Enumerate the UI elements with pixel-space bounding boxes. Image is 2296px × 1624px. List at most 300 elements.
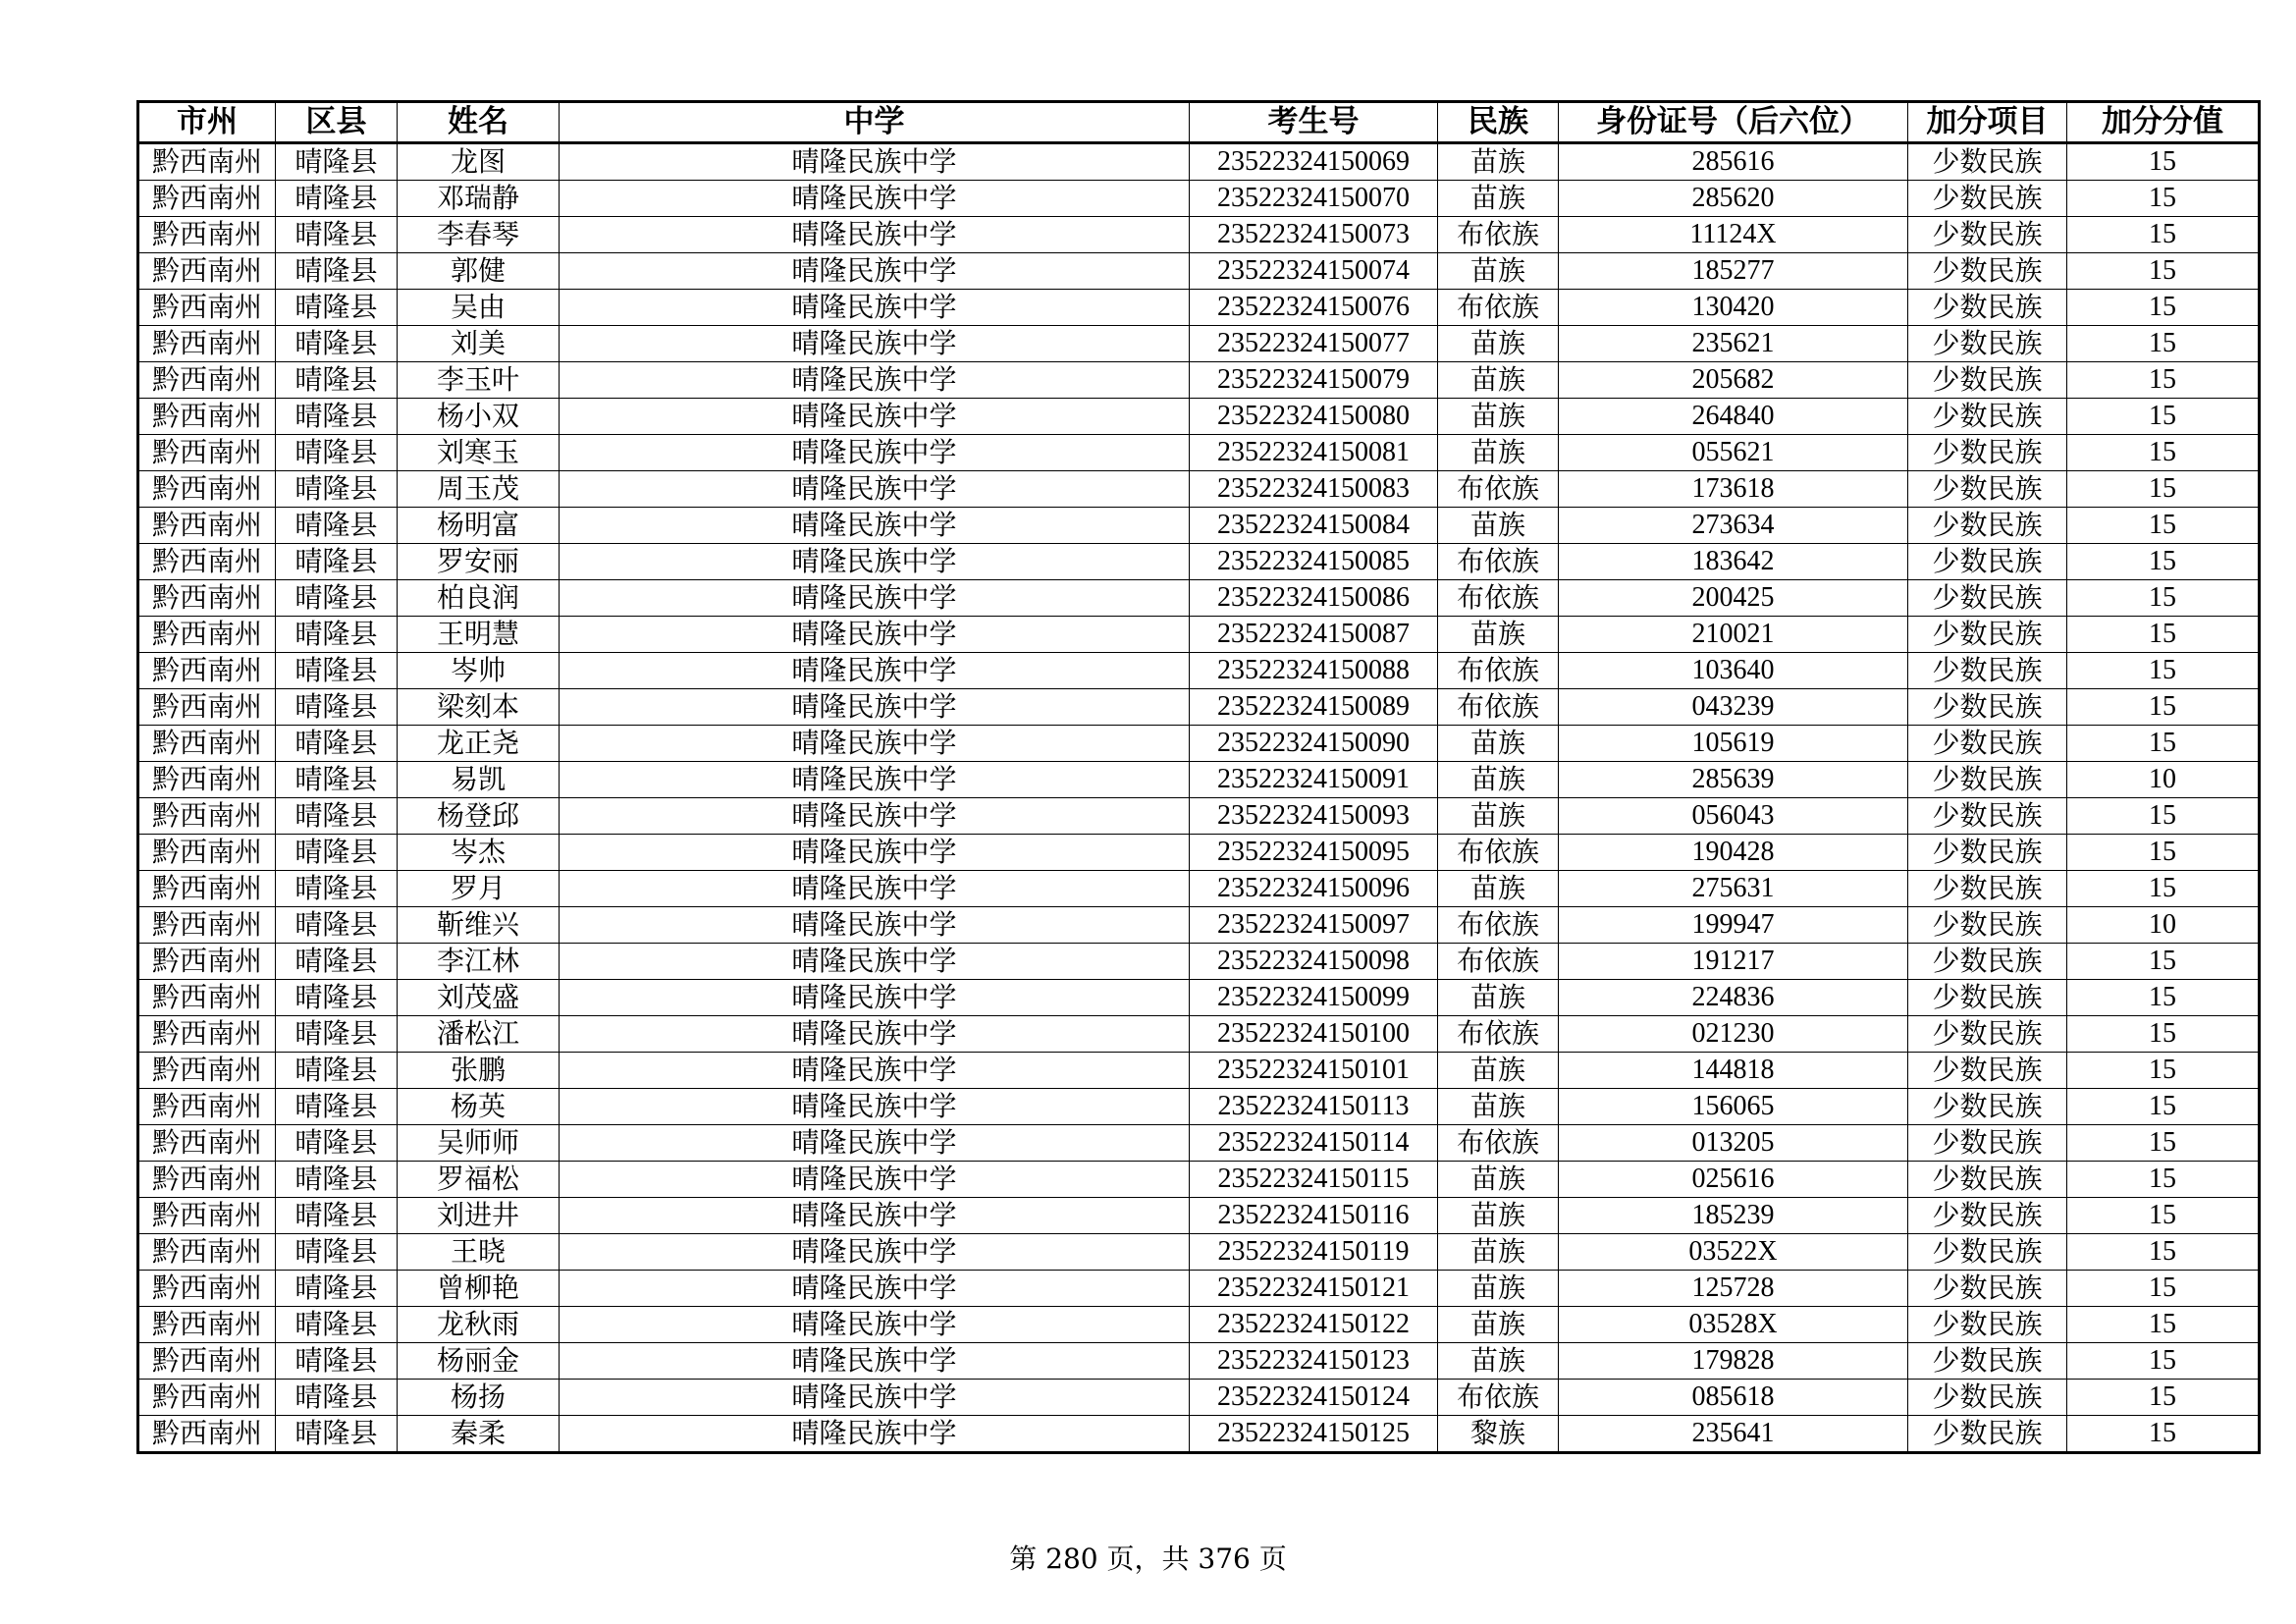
page-footer: 第 280 页，共 376 页 [1009,1543,1287,1575]
exam-number-cell: 23522324150079 [1190,362,1438,399]
bonus-points-cell: 15 [2067,653,2260,689]
ethnicity-cell: 苗族 [1438,326,1559,362]
county-cell: 晴隆县 [276,1198,398,1234]
table-row [138,580,2260,617]
bonus-item-cell: 少数民族 [1908,944,2067,980]
name-header: 姓名 [398,102,560,143]
bonus-item-header: 加分项目 [1908,102,2067,143]
county-cell: 晴隆县 [276,762,398,798]
bonus-points-cell: 15 [2067,726,2260,762]
student-name-cell: 周玉茂 [398,471,560,508]
student-name-cell: 曾柳艳 [398,1271,560,1307]
table-row [138,617,2260,653]
bonus-points-header: 加分分值 [2067,102,2260,143]
county-cell: 晴隆县 [276,653,398,689]
county-header: 区县 [276,102,398,143]
student-name-cell: 王晓 [398,1234,560,1271]
bonus-points-cell: 15 [2067,944,2260,980]
bonus-item-cell: 少数民族 [1908,762,2067,798]
bonus-item-cell: 少数民族 [1908,1198,2067,1234]
table-row [138,726,2260,762]
ethnicity-cell: 苗族 [1438,1307,1559,1343]
bonus-points-cell: 15 [2067,326,2260,362]
school-cell: 晴隆民族中学 [560,907,1190,944]
school-cell: 晴隆民族中学 [560,1343,1190,1380]
exam-number-cell: 23522324150114 [1190,1125,1438,1162]
id-suffix-cell: 021230 [1559,1016,1908,1053]
county-cell: 晴隆县 [276,1234,398,1271]
county-cell: 晴隆县 [276,362,398,399]
city-cell: 黔西南州 [138,326,276,362]
county-cell: 晴隆县 [276,1343,398,1380]
city-cell: 黔西南州 [138,1162,276,1198]
table-row [138,1343,2260,1380]
id-suffix-cell: 085618 [1559,1380,1908,1416]
county-cell: 晴隆县 [276,1271,398,1307]
bonus-item-cell: 少数民族 [1908,471,2067,508]
bonus-points-cell: 15 [2067,1162,2260,1198]
student-name-cell: 梁刻本 [398,689,560,726]
exam-number-cell: 23522324150099 [1190,980,1438,1016]
student-name-cell: 杨登邱 [398,798,560,835]
id-suffix-cell: 043239 [1559,689,1908,726]
school-cell: 晴隆民族中学 [560,435,1190,471]
id-suffix-cell: 055621 [1559,435,1908,471]
city-cell: 黔西南州 [138,399,276,435]
exam-number-cell: 23522324150125 [1190,1416,1438,1453]
school-cell: 晴隆民族中学 [560,617,1190,653]
id-suffix-cell: 03522X [1559,1234,1908,1271]
ethnicity-cell: 苗族 [1438,362,1559,399]
bonus-item-cell: 少数民族 [1908,980,2067,1016]
student-name-cell: 刘茂盛 [398,980,560,1016]
bonus-points-cell: 15 [2067,1016,2260,1053]
bonus-item-cell: 少数民族 [1908,871,2067,907]
bonus-item-cell: 少数民族 [1908,726,2067,762]
bonus-item-cell: 少数民族 [1908,290,2067,326]
county-cell: 晴隆县 [276,1416,398,1453]
student-name-cell: 李江林 [398,944,560,980]
bonus-item-cell: 少数民族 [1908,1416,2067,1453]
county-cell: 晴隆县 [276,1053,398,1089]
city-cell: 黔西南州 [138,1416,276,1453]
county-cell: 晴隆县 [276,907,398,944]
student-name-cell: 郭健 [398,253,560,290]
bonus-points-cell: 15 [2067,1198,2260,1234]
bonus-item-cell: 少数民族 [1908,689,2067,726]
school-cell: 晴隆民族中学 [560,143,1190,181]
bonus-points-cell: 15 [2067,1089,2260,1125]
table-row [138,471,2260,508]
city-cell: 黔西南州 [138,544,276,580]
county-cell: 晴隆县 [276,471,398,508]
bonus-points-cell: 15 [2067,835,2260,871]
student-name-cell: 张鹏 [398,1053,560,1089]
table-row [138,1271,2260,1307]
bonus-points-cell: 10 [2067,762,2260,798]
county-cell: 晴隆县 [276,980,398,1016]
school-cell: 晴隆民族中学 [560,290,1190,326]
ethnicity-cell: 苗族 [1438,181,1559,217]
city-cell: 黔西南州 [138,1089,276,1125]
table-row [138,1162,2260,1198]
county-cell: 晴隆县 [276,871,398,907]
city-cell: 黔西南州 [138,143,276,181]
exam-number-cell: 23522324150073 [1190,217,1438,253]
table-row [138,290,2260,326]
student-name-cell: 杨明富 [398,508,560,544]
school-header: 中学 [560,102,1190,143]
school-cell: 晴隆民族中学 [560,471,1190,508]
id-suffix-cell: 210021 [1559,617,1908,653]
school-cell: 晴隆民族中学 [560,980,1190,1016]
county-cell: 晴隆县 [276,617,398,653]
county-cell: 晴隆县 [276,399,398,435]
ethnicity-cell: 苗族 [1438,798,1559,835]
bonus-points-table [136,100,2261,1454]
exam-number-cell: 23522324150089 [1190,689,1438,726]
exam-number-cell: 23522324150097 [1190,907,1438,944]
school-cell: 晴隆民族中学 [560,1380,1190,1416]
bonus-points-cell: 15 [2067,871,2260,907]
id-suffix-cell: 205682 [1559,362,1908,399]
county-cell: 晴隆县 [276,544,398,580]
student-name-cell: 靳维兴 [398,907,560,944]
student-name-cell: 柏良润 [398,580,560,617]
exam-number-cell: 23522324150115 [1190,1162,1438,1198]
id-suffix-cell: 191217 [1559,944,1908,980]
ethnicity-cell: 布依族 [1438,580,1559,617]
city-cell: 黔西南州 [138,798,276,835]
ethnicity-cell: 布依族 [1438,290,1559,326]
id-suffix-cell: 013205 [1559,1125,1908,1162]
bonus-item-cell: 少数民族 [1908,508,2067,544]
exam-number-cell: 23522324150122 [1190,1307,1438,1343]
city-cell: 黔西南州 [138,508,276,544]
bonus-item-cell: 少数民族 [1908,835,2067,871]
student-name-cell: 罗福松 [398,1162,560,1198]
city-cell: 黔西南州 [138,1053,276,1089]
table-row [138,1380,2260,1416]
school-cell: 晴隆民族中学 [560,362,1190,399]
table-row [138,181,2260,217]
city-cell: 黔西南州 [138,617,276,653]
bonus-points-cell: 15 [2067,1234,2260,1271]
ethnicity-cell: 苗族 [1438,1198,1559,1234]
ethnicity-cell: 布依族 [1438,689,1559,726]
bonus-points-cell: 15 [2067,544,2260,580]
table-row [138,944,2260,980]
ethnicity-cell: 苗族 [1438,871,1559,907]
student-name-cell: 龙图 [398,143,560,181]
county-cell: 晴隆县 [276,580,398,617]
city-cell: 黔西南州 [138,1307,276,1343]
ethnicity-cell: 苗族 [1438,1089,1559,1125]
bonus-item-cell: 少数民族 [1908,653,2067,689]
city-cell: 黔西南州 [138,1380,276,1416]
bonus-points-cell: 15 [2067,1380,2260,1416]
ethnicity-cell: 苗族 [1438,1271,1559,1307]
table-row [138,1089,2260,1125]
exam-number-cell: 23522324150083 [1190,471,1438,508]
bonus-points-cell: 15 [2067,1416,2260,1453]
school-cell: 晴隆民族中学 [560,580,1190,617]
city-cell: 黔西南州 [138,181,276,217]
county-cell: 晴隆县 [276,798,398,835]
school-cell: 晴隆民族中学 [560,1234,1190,1271]
exam-number-cell: 23522324150077 [1190,326,1438,362]
bonus-item-cell: 少数民族 [1908,1089,2067,1125]
table-row [138,435,2260,471]
table-row [138,544,2260,580]
ethnicity-cell: 布依族 [1438,1016,1559,1053]
table-row [138,326,2260,362]
school-cell: 晴隆民族中学 [560,1125,1190,1162]
table-row [138,1234,2260,1271]
school-cell: 晴隆民族中学 [560,1416,1190,1453]
ethnicity-cell: 苗族 [1438,253,1559,290]
table-row [138,362,2260,399]
id-suffix-cell: 156065 [1559,1089,1908,1125]
id-suffix-cell: 185277 [1559,253,1908,290]
student-name-cell: 吴由 [398,290,560,326]
student-name-cell: 李春琴 [398,217,560,253]
bonus-points-cell: 15 [2067,1343,2260,1380]
id-suffix-cell: 199947 [1559,907,1908,944]
city-cell: 黔西南州 [138,980,276,1016]
bonus-item-cell: 少数民族 [1908,798,2067,835]
ethnicity-cell: 苗族 [1438,1343,1559,1380]
bonus-item-cell: 少数民族 [1908,399,2067,435]
id-suffix-cell: 273634 [1559,508,1908,544]
school-cell: 晴隆民族中学 [560,1053,1190,1089]
exam-number-cell: 23522324150069 [1190,143,1438,181]
school-cell: 晴隆民族中学 [560,508,1190,544]
ethnicity-cell: 布依族 [1438,471,1559,508]
bonus-points-cell: 15 [2067,689,2260,726]
table-row [138,217,2260,253]
student-name-cell: 刘进井 [398,1198,560,1234]
bonus-points-cell: 10 [2067,907,2260,944]
table-row [138,689,2260,726]
county-cell: 晴隆县 [276,143,398,181]
exam-number-cell: 23522324150070 [1190,181,1438,217]
student-name-cell: 王明慧 [398,617,560,653]
table-row [138,835,2260,871]
ethnicity-cell: 苗族 [1438,726,1559,762]
student-name-cell: 杨英 [398,1089,560,1125]
exam-number-cell: 23522324150100 [1190,1016,1438,1053]
bonus-item-cell: 少数民族 [1908,1053,2067,1089]
city-cell: 黔西南州 [138,1125,276,1162]
student-name-cell: 龙正尧 [398,726,560,762]
id-suffix-cell: 185239 [1559,1198,1908,1234]
school-cell: 晴隆民族中学 [560,944,1190,980]
bonus-item-cell: 少数民族 [1908,435,2067,471]
student-name-cell: 刘美 [398,326,560,362]
city-cell: 黔西南州 [138,1343,276,1380]
school-cell: 晴隆民族中学 [560,726,1190,762]
school-cell: 晴隆民族中学 [560,399,1190,435]
exam-number-cell: 23522324150116 [1190,1198,1438,1234]
bonus-item-cell: 少数民族 [1908,907,2067,944]
bonus-item-cell: 少数民族 [1908,617,2067,653]
ethnicity-cell: 布依族 [1438,907,1559,944]
city-cell: 黔西南州 [138,944,276,980]
bonus-item-cell: 少数民族 [1908,580,2067,617]
exam-number-cell: 23522324150088 [1190,653,1438,689]
county-cell: 晴隆县 [276,1162,398,1198]
ethnicity-cell: 布依族 [1438,944,1559,980]
student-name-cell: 李玉叶 [398,362,560,399]
exam-number-cell: 23522324150113 [1190,1089,1438,1125]
student-name-cell: 邓瑞静 [398,181,560,217]
student-name-cell: 罗安丽 [398,544,560,580]
bonus-points-cell: 15 [2067,435,2260,471]
bonus-points-cell: 15 [2067,580,2260,617]
id-suffix-cell: 200425 [1559,580,1908,617]
school-cell: 晴隆民族中学 [560,653,1190,689]
exam-number-cell: 23522324150093 [1190,798,1438,835]
exam-number-cell: 23522324150086 [1190,580,1438,617]
bonus-points-cell: 15 [2067,1053,2260,1089]
bonus-item-cell: 少数民族 [1908,1016,2067,1053]
table-row [138,762,2260,798]
bonus-item-cell: 少数民族 [1908,181,2067,217]
exam-number-cell: 23522324150095 [1190,835,1438,871]
ethnicity-cell: 苗族 [1438,1162,1559,1198]
exam-number-cell: 23522324150074 [1190,253,1438,290]
ethnicity-cell: 苗族 [1438,508,1559,544]
student-name-cell: 杨小双 [398,399,560,435]
exam-number-cell: 23522324150080 [1190,399,1438,435]
table-row [138,907,2260,944]
city-cell: 黔西南州 [138,762,276,798]
county-cell: 晴隆县 [276,508,398,544]
bonus-item-cell: 少数民族 [1908,143,2067,181]
id-suffix-header: 身份证号（后六位） [1559,102,1908,143]
school-cell: 晴隆民族中学 [560,1271,1190,1307]
bonus-item-cell: 少数民族 [1908,1271,2067,1307]
school-cell: 晴隆民族中学 [560,253,1190,290]
city-cell: 黔西南州 [138,1016,276,1053]
ethnicity-cell: 苗族 [1438,762,1559,798]
city-cell: 黔西南州 [138,217,276,253]
bonus-item-cell: 少数民族 [1908,362,2067,399]
bonus-points-cell: 15 [2067,217,2260,253]
exam-number-cell: 23522324150119 [1190,1234,1438,1271]
bonus-item-cell: 少数民族 [1908,253,2067,290]
exam-number-cell: 23522324150101 [1190,1053,1438,1089]
table-row [138,871,2260,907]
exam-number-cell: 23522324150076 [1190,290,1438,326]
school-cell: 晴隆民族中学 [560,689,1190,726]
school-cell: 晴隆民族中学 [560,798,1190,835]
table-row [138,143,2260,181]
table-row [138,399,2260,435]
student-name-cell: 秦柔 [398,1416,560,1453]
student-name-cell: 刘寒玉 [398,435,560,471]
county-cell: 晴隆县 [276,1016,398,1053]
school-cell: 晴隆民族中学 [560,326,1190,362]
id-suffix-cell: 025616 [1559,1162,1908,1198]
city-cell: 黔西南州 [138,362,276,399]
school-cell: 晴隆民族中学 [560,544,1190,580]
table-row [138,1053,2260,1089]
id-suffix-cell: 285620 [1559,181,1908,217]
id-suffix-cell: 173618 [1559,471,1908,508]
city-cell: 黔西南州 [138,580,276,617]
bonus-item-cell: 少数民族 [1908,1234,2067,1271]
city-cell: 黔西南州 [138,1198,276,1234]
bonus-points-cell: 15 [2067,362,2260,399]
exam-number-header: 考生号 [1190,102,1438,143]
exam-number-cell: 23522324150123 [1190,1343,1438,1380]
id-suffix-cell: 056043 [1559,798,1908,835]
bonus-points-cell: 15 [2067,508,2260,544]
id-suffix-cell: 285616 [1559,143,1908,181]
id-suffix-cell: 11124X [1559,217,1908,253]
id-suffix-cell: 03528X [1559,1307,1908,1343]
id-suffix-cell: 125728 [1559,1271,1908,1307]
id-suffix-cell: 183642 [1559,544,1908,580]
bonus-points-cell: 15 [2067,617,2260,653]
school-cell: 晴隆民族中学 [560,181,1190,217]
student-name-cell: 易凯 [398,762,560,798]
city-cell: 黔西南州 [138,471,276,508]
city-cell: 黔西南州 [138,726,276,762]
header-row [138,102,2260,143]
table-body [138,143,2260,1453]
city-cell: 黔西南州 [138,871,276,907]
id-suffix-cell: 235641 [1559,1416,1908,1453]
student-name-cell: 龙秋雨 [398,1307,560,1343]
id-suffix-cell: 224836 [1559,980,1908,1016]
ethnicity-cell: 黎族 [1438,1416,1559,1453]
bonus-points-cell: 15 [2067,181,2260,217]
id-suffix-cell: 285639 [1559,762,1908,798]
county-cell: 晴隆县 [276,689,398,726]
id-suffix-cell: 130420 [1559,290,1908,326]
school-cell: 晴隆民族中学 [560,1016,1190,1053]
bonus-points-cell: 15 [2067,1271,2260,1307]
exam-number-cell: 23522324150121 [1190,1271,1438,1307]
city-cell: 黔西南州 [138,1234,276,1271]
exam-number-cell: 23522324150087 [1190,617,1438,653]
exam-number-cell: 23522324150085 [1190,544,1438,580]
table-row [138,1016,2260,1053]
school-cell: 晴隆民族中学 [560,1307,1190,1343]
ethnicity-cell: 苗族 [1438,980,1559,1016]
bonus-points-cell: 15 [2067,1307,2260,1343]
student-name-cell: 杨丽金 [398,1343,560,1380]
student-name-cell: 吴师师 [398,1125,560,1162]
county-cell: 晴隆县 [276,835,398,871]
county-cell: 晴隆县 [276,290,398,326]
bonus-points-cell: 15 [2067,798,2260,835]
city-cell: 黔西南州 [138,653,276,689]
bonus-item-cell: 少数民族 [1908,1380,2067,1416]
ethnicity-cell: 布依族 [1438,835,1559,871]
ethnicity-cell: 布依族 [1438,653,1559,689]
city-cell: 黔西南州 [138,253,276,290]
county-cell: 晴隆县 [276,1380,398,1416]
table-row [138,798,2260,835]
county-cell: 晴隆县 [276,253,398,290]
table-row [138,980,2260,1016]
city-cell: 黔西南州 [138,689,276,726]
city-cell: 黔西南州 [138,435,276,471]
